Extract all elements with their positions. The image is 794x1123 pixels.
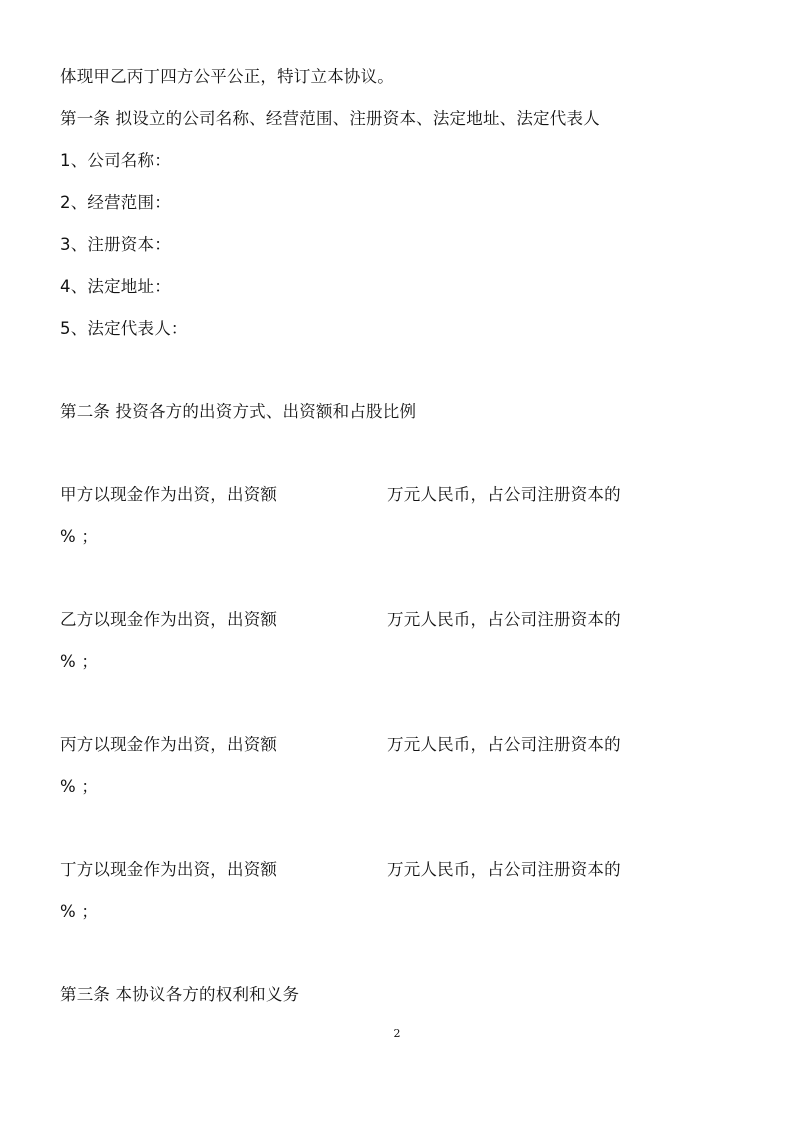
party-c-percent: % ； <box>60 777 99 796</box>
party-d-clause: 丁方以现金作为出资，出资额 <box>60 860 278 879</box>
party-a-contribution-line <box>60 484 700 506</box>
party-a-tail: 万元人民币，占公司注册资本的 <box>387 485 621 504</box>
article-1-item-legal-representative: 5、法定代表人： <box>60 319 188 338</box>
party-b-clause: 乙方以现金作为出资，出资额 <box>60 610 278 629</box>
article-1-title: 第一条 拟设立的公司名称、经营范围、注册资本、法定地址、法定代表人 <box>60 109 600 128</box>
article-1-item-registered-capital: 3、注册资本： <box>60 235 171 254</box>
party-b-percent: % ； <box>60 652 99 671</box>
article-1-item-business-scope: 2、经营范围： <box>60 193 171 212</box>
article-1-item-legal-address: 4、法定地址： <box>60 277 171 296</box>
party-b-contribution-line <box>60 609 700 631</box>
party-b-tail: 万元人民币，占公司注册资本的 <box>387 610 621 629</box>
article-2-title: 第二条 投资各方的出资方式、出资额和占股比例 <box>60 402 417 421</box>
party-c-tail: 万元人民币，占公司注册资本的 <box>387 735 621 754</box>
article-3-title: 第三条 本协议各方的权利和义务 <box>60 985 300 1004</box>
intro-paragraph: 体现甲乙丙丁四方公平公正，特订立本协议。 <box>60 67 394 86</box>
party-c-contribution-line <box>60 734 700 756</box>
party-a-percent: % ； <box>60 527 99 546</box>
party-d-tail: 万元人民币，占公司注册资本的 <box>387 860 621 879</box>
article-1-item-company-name: 1、公司名称： <box>60 151 171 170</box>
party-d-percent: % ； <box>60 902 99 921</box>
party-a-clause: 甲方以现金作为出资，出资额 <box>60 485 278 504</box>
party-d-contribution-line <box>60 859 700 881</box>
party-c-clause: 丙方以现金作为出资，出资额 <box>60 735 278 754</box>
page-number: 2 <box>393 1027 401 1040</box>
